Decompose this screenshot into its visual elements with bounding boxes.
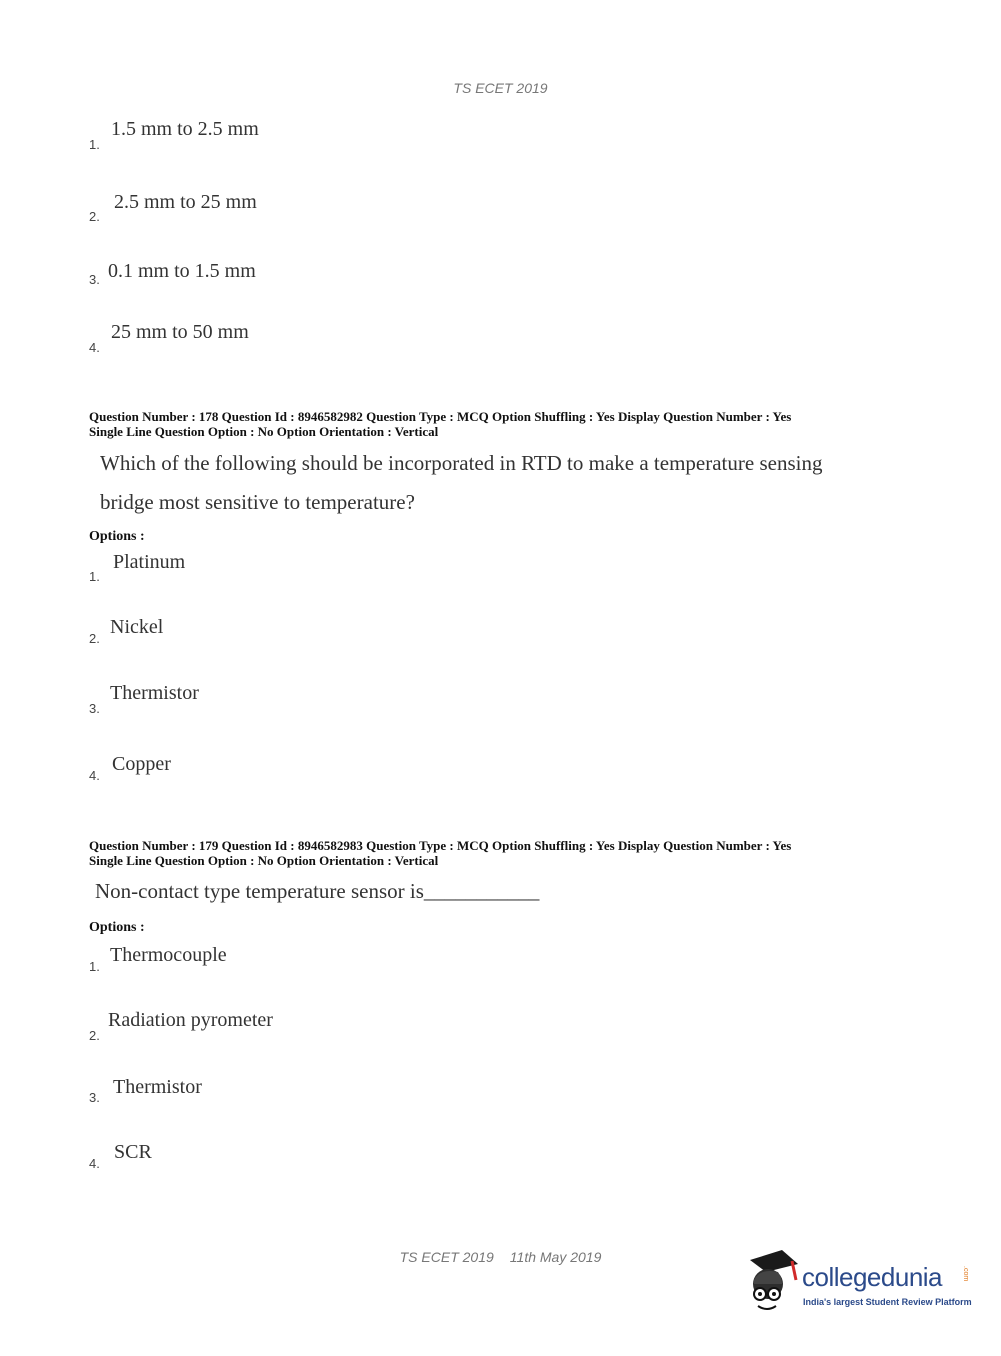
option-2-number: 2.: [89, 1028, 100, 1043]
option-3-number: 3.: [89, 1090, 100, 1105]
option-4-text: Copper: [112, 753, 171, 775]
option-3-text: Thermistor: [113, 1076, 202, 1098]
option-2-text: Nickel: [110, 616, 164, 638]
option-2-number: 2.: [89, 631, 100, 646]
question-meta-line1: Question Number : 179 Question Id : 8946582983 Question Type : MCQ Option Shuffling : Yes Display Question Number : Yes: [89, 838, 792, 853]
option-4-text: SCR: [114, 1141, 152, 1163]
logo-tagline: India's largest Student Review Platform: [803, 1297, 972, 1307]
logo-wordmark: collegedunia: [802, 1262, 943, 1292]
option-2-text: 2.5 mm to 25 mm: [114, 191, 257, 213]
option-4-number: 4.: [89, 340, 100, 355]
question-text-line1: Which of the following should be incorporated in RTD to make a temperature sensing: [100, 451, 823, 475]
option-4-number: 4.: [89, 768, 100, 783]
footer-date: 11th May 2019: [509, 1249, 602, 1265]
page-header: TS ECET 2019: [453, 80, 548, 96]
question-meta-line2: Single Line Question Option : No Option Orientation : Vertical: [89, 853, 439, 868]
question-meta-line1: Question Number : 178 Question Id : 8946582982 Question Type : MCQ Option Shuffling : Yes Display Question Number : Yes: [89, 409, 792, 424]
mascot-icon: [742, 1250, 802, 1320]
options-label: Options :: [89, 529, 145, 544]
option-4-number: 4.: [89, 1156, 100, 1171]
option-1-text: 1.5 mm to 2.5 mm: [111, 118, 259, 140]
option-3-text: Thermistor: [110, 682, 199, 704]
option-1-text: Thermocouple: [110, 944, 227, 966]
question-text: Non-contact type temperature sensor is___________: [95, 879, 540, 903]
option-3-text: 0.1 mm to 1.5 mm: [108, 260, 256, 282]
option-3-number: 3.: [89, 701, 100, 716]
option-1-number: 1.: [89, 137, 100, 152]
option-2-number: 2.: [89, 209, 100, 224]
option-1-number: 1.: [89, 959, 100, 974]
option-3-number: 3.: [89, 272, 100, 287]
footer-exam: TS ECET 2019: [399, 1249, 494, 1265]
option-2-text: Radiation pyrometer: [108, 1009, 273, 1031]
option-1-text: Platinum: [113, 551, 186, 573]
option-4-text: 25 mm to 50 mm: [111, 321, 249, 343]
logo-suffix: .com: [962, 1266, 969, 1282]
collegedunia-logo[interactable]: [742, 1250, 972, 1320]
option-1-number: 1.: [89, 569, 100, 584]
question-text-line2: bridge most sensitive to temperature?: [100, 490, 415, 514]
options-label: Options :: [89, 920, 145, 935]
question-meta-line2: Single Line Question Option : No Option Orientation : Vertical: [89, 424, 439, 439]
